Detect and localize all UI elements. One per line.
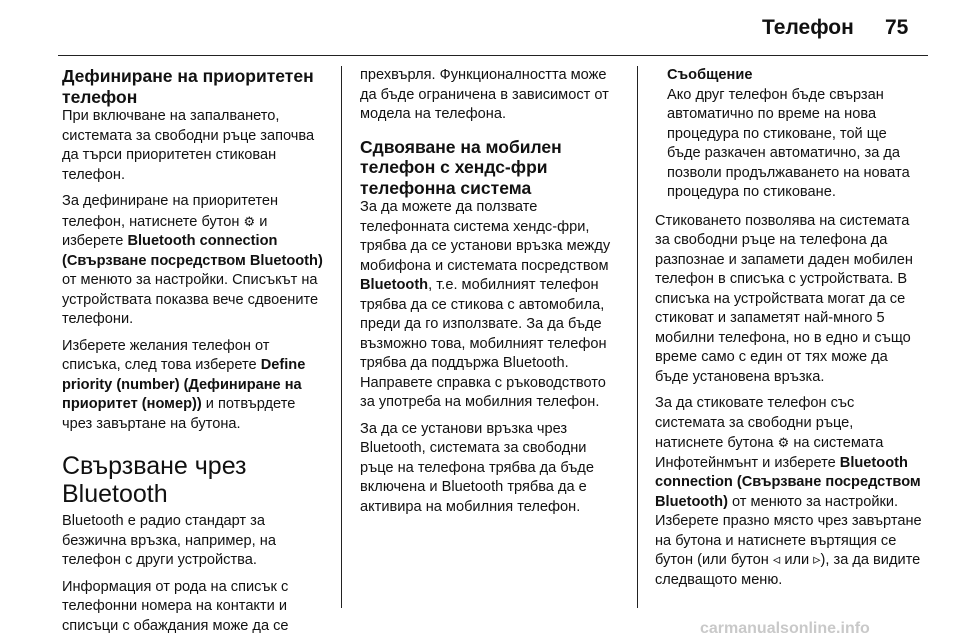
menu-item-bluetooth-connection: Bluetooth connection (Свързване посредством Bluetooth): [62, 233, 323, 269]
column-2: [360, 66, 624, 524]
paragraph: За да се установи връзка чрез Bluetooth, системата за свободни ръце на телефона трябва да бъде включена и Bluetooth трябва да е активира на мобилния телефон.: [360, 420, 594, 515]
column-divider-2: [637, 66, 638, 608]
page-header: [0, 16, 960, 46]
page-number: 75: [885, 16, 909, 39]
menu-item-define-priority: Define priority (number) (Дефиниране на приоритет (номер)): [62, 357, 306, 412]
menu-item-bluetooth-connection: Bluetooth connection (Свързване посредством Bluetooth): [655, 454, 921, 510]
header-divider: [58, 55, 928, 56]
note-text: Ако друг телефон бъде свързан автоматично по време на нова процедура по стиковане, той ще бъде разкачен автоматично, за да позволи продължаването на новата процедура по стиковане.: [667, 86, 910, 200]
paragraph: Стиковането позволява на системата за свободни ръце на телефона да разпознае и запамети даден мобилен телефон в списъка с устройствата. В списъка на устройствата могат да се стиковат и запаметят най-много 5 мобилни телефона, но в едно и също време само с един от тях може да бъде установена връзка.: [655, 212, 913, 385]
right-arrow-icon: ▹: [813, 552, 821, 568]
column-3: [655, 66, 923, 597]
column-1: [62, 66, 324, 643]
heading-priority-phone: Дефиниране на приоритетен телефон: [62, 66, 314, 107]
settings-phone-icon: ⚙: [777, 435, 790, 450]
watermark: carmanualsonline.info: [700, 620, 870, 637]
paragraph: прехвърля. Функционалността може да бъде ограничена в зависимост от модела на телефона.: [360, 67, 609, 122]
left-arrow-icon: ◃: [772, 552, 781, 568]
page-title: Телефон: [762, 16, 854, 39]
heading-pairing: Сдвояване на мобилен телефон с хендс-фри телефонна система: [360, 136, 562, 198]
paragraph: При включване на запалването, системата за свободни ръце започва да търси приоритетен стикован телефон.: [62, 108, 315, 183]
settings-phone-icon: ⚙: [243, 213, 256, 229]
column-divider-1: [341, 66, 342, 608]
paragraph: За да стиковате телефон със системата за свободни ръце, натиснете бутона ⚙ на системата Инфотейнмънт и изберете Bluetooth connection (Свързване посредством Bluetooth) от менюто за настройки. Изберете празно място чрез завъртане на бутона и натиснете въртящия се бутон (или бутон ◃ или ▹), за да видите следващото меню.: [655, 395, 922, 588]
paragraph: Bluetooth е радио стандарт за безжична връзка, например, на телефон с други устройства.: [62, 513, 276, 568]
paragraph: За да можете да ползвате телефонната система хендс-фри, трябва да се установи връзка между мобифона и системата посредством Bluetooth, т.е. мобилният телефон трябва да се стикова с автомобила, преди да го използвате. За да бъде възможно това, мобилният телефон трябва да поддържа Bluetooth. Направете справка с ръководството за употреба на мобилния телефон.: [360, 199, 611, 410]
note-box: [655, 66, 923, 203]
paragraph: Изберете желания телефон от списъка, след това изберете Define priority (number) (Дефиниране на приоритет (номер)) и потвърдете чрез завъртане на бутона.: [62, 337, 306, 432]
paragraph: За дефиниране на приоритетен телефон, натиснете бутон ⚙ и изберете Bluetooth connection (Свързване посредством Bluetooth) от менюто за настройки. Списъкът на устройствата показва вече сдвоените телефони.: [62, 193, 323, 327]
paragraph: Информация от рода на списък с телефонни номера на контакти и списъци с обаждания може да се: [62, 578, 289, 634]
heading-bluetooth-connection: Свързване чрез Bluetooth: [62, 452, 247, 508]
note-title: Съобщение: [667, 67, 753, 83]
